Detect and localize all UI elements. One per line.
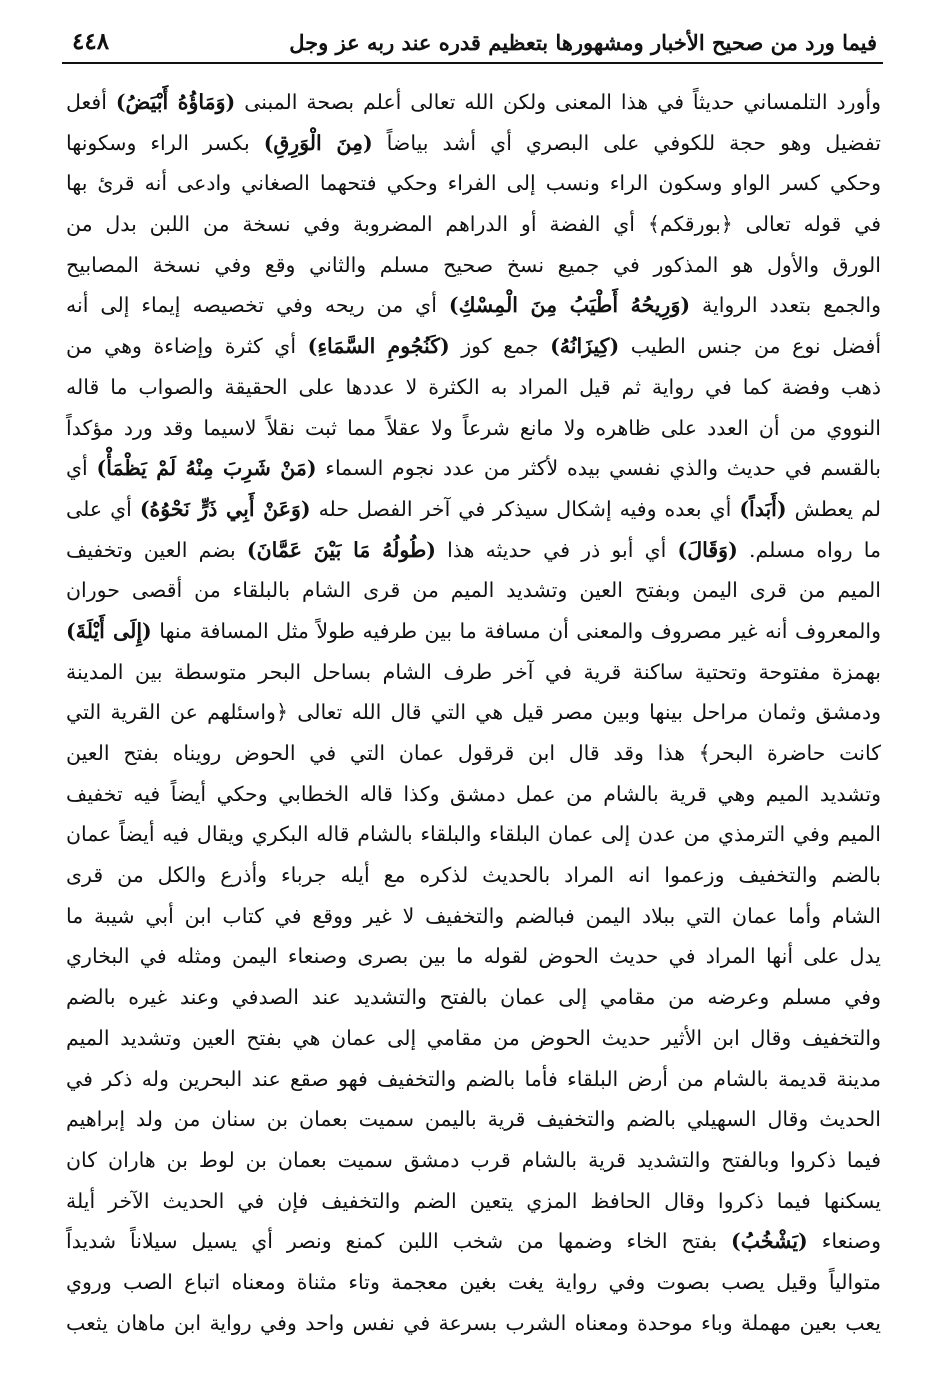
text-line: النووي من أن العدد على ظاهره ولا مانع شرعاً ولا عقلاً مما ثبت نقلاً لاسيما وقد ورد مؤكداً xyxy=(66,415,881,440)
quoted-phrase: (وَعَنْ أَبِي ذَرٍّ نَحْوُهُ) xyxy=(139,496,311,521)
text-line: في قوله تعالى ﴿بورقكم﴾ أي الفضة أو الدراهم المضروبة وفي نسخة من اللبن بدل من xyxy=(66,212,881,237)
text-line: والتخفيف وقال ابن الأثير حديث الحوض من مقامي إلى عمان هي بفتح العين وتشديد الميم xyxy=(66,1025,881,1050)
quoted-phrase: (كِيزَانُهُ) xyxy=(550,334,620,359)
text-line: يعب بعين مهملة وباء موحدة ومعناه الشرب بسرعة في نفس واحد وفي رواية ابن ماهان يثعب xyxy=(66,1310,881,1335)
quoted-phrase: (يَشْخُبُ) xyxy=(731,1229,808,1254)
text-line: فيما ذكروا وبالفتح والتشديد قرية بالشام قرب دمشق سميت بعمان بن لوط بن هاران كان xyxy=(66,1147,881,1172)
quoted-phrase: (كَنُجُومِ السَّمَاءِ) xyxy=(307,334,450,359)
text-line: بالقسم في حديث والذي نفسي بيده لأكثر من عدد نجوم السماء (مَنْ شَرِبَ مِنْهُ لَمْ يَظْمَأْ) أي xyxy=(66,456,881,481)
text-line: أفضل نوع من جنس الطيب (كِيزَانُهُ) جمع كوز (كَنُجُومِ السَّمَاءِ) أي كثرة وإضاءة وهي من xyxy=(66,334,882,359)
text-line: والمعروف أنه غير مصروف والمعنى أن مسافة ما بين طرفيه طولاً مثل المسافة منها (إِلَى أَيْلَةَ) xyxy=(66,618,882,643)
text-line: يدل على أنها المراد في حديث الحوض لقوله ما بين بصرى وصنعاء اليمن ومثله في البخاري xyxy=(66,944,881,969)
quoted-phrase: (مِنَ الْوَرِقِ) xyxy=(263,130,373,155)
quoted-phrase: (مَنْ شَرِبَ مِنْهُ لَمْ يَظْمَأْ) xyxy=(96,456,317,481)
text-line: مدينة قديمة بالشام من أرض البلقاء فأما بالضم والتخفيف فهو صقع عند البحرين وله ذكر في xyxy=(66,1066,881,1091)
page-body-text xyxy=(66,82,881,1343)
text-line: ما رواه مسلم. (وَقَالَ) أي أبو ذر في حديثه هذا (طُولُهُ مَا بَيْنَ عَمَّانَ) بضم العين وتخفيف xyxy=(66,537,882,562)
text-line: والجمع بتعدد الرواية (وَرِيحُهُ أَطْيَبُ مِنَ الْمِسْكِ) أي من ريحه وفي تخصيصه إيماء إلى أنه xyxy=(66,293,881,318)
text-line: متوالياً وقيل يصب بصوت وفي رواية يغت بغين معجمة وتاء مثناة ومعناه اتباع الصب وروي xyxy=(66,1269,881,1294)
text-line: وتشديد الميم وهي قرية بالشام من عمل دمشق وكذا قاله الخطابي وحكي أيضاً فيه تخفيف xyxy=(66,781,881,806)
quoted-phrase: (أَبَداً) xyxy=(739,496,787,521)
quoted-phrase: (وَرِيحُهُ أَطْيَبُ مِنَ الْمِسْكِ) xyxy=(448,293,691,318)
text-line: وحكي كسر الواو وسكون الراء ونسب إلى الفراء وحكي فتحهما الصغاني وادعى أنه قرئ بها xyxy=(66,171,881,196)
text-line: بالضم والتخفيف وزعموا انه المراد بالحديث لذكره مع أيله جرباء وأذرع والكل من قرى xyxy=(66,863,881,888)
text-line: كانت حاضرة البحر﴾ هذا وقد قال ابن قرقول عمان التي في الحوض رويناه بفتح العين xyxy=(66,741,881,765)
text-line: الورق والأول هو المذكور في جميع نسخ صحيح مسلم والثاني وقع وفي نسخة المصابيح xyxy=(66,252,881,277)
text-line: ودمشق وثمان مراحل بينها وبين مصر قيل هي التي قال الله تعالى ﴿واسئلهم عن القرية التي xyxy=(66,700,881,725)
quoted-phrase: (إِلَى أَيْلَةَ) xyxy=(66,618,152,643)
running-title: فيما ورد من صحيح الأخبار ومشهورها بتعظيم قدره عند ربه عز وجل xyxy=(289,30,877,55)
text-line: وفي مسلم وعرضه من مقامي إلى عمان بالفتح والتشديد عند الصدفي وعند غيره بالضم xyxy=(66,985,881,1010)
page-number: ٤٤٨ xyxy=(72,28,110,55)
text-line: الميم وفي الترمذي من عدن إلى عمان البلقاء والبلقاء بالشام قاله البكري ويقال فيه أيضاً عمان xyxy=(66,822,881,847)
running-header xyxy=(62,26,883,64)
quoted-phrase: (طُولُهُ مَا بَيْنَ عَمَّانَ) xyxy=(246,537,436,562)
quoted-phrase: (وَقَالَ) xyxy=(677,537,738,562)
text-line: الشام وأما عمان التي ببلاد اليمن فبالضم والتخفيف لا غير ووقع في كتاب ابن أبي شيبة ما xyxy=(66,903,881,928)
text-line: الحديث وقال السهيلي بالضم والتخفيف قرية باليمن سميت بعمان بن سنان من ولد إبراهيم xyxy=(66,1107,881,1132)
text-line: بهمزة مفتوحة وتحتية ساكنة قرية في آخر طرف الشام بساحل البحر متوسطة بين المدينة xyxy=(66,659,881,684)
text-line: الميم من قرى اليمن وبفتح العين وتشديد الميم من قرى الشام بالبلقاء من أقصى حوران xyxy=(66,578,881,603)
text-line: ذهب وفضة كما في رواية ثم قيل المراد به الكثرة لا عددها على الحقيقة والصواب ما قاله xyxy=(66,374,881,399)
text-line: وصنعاء (يَشْخُبُ) بفتح الخاء وضمها من شخب اللبن كمنع ونصر أي يسيل سيلاناً شديداً xyxy=(66,1229,881,1254)
text-line: وأورد التلمساني حديثاً في هذا المعنى ولكن الله تعالى أعلم بصحة المبنى (وَمَاؤُهُ أَبْيَضُ) أفعل xyxy=(66,90,881,114)
text-line: لم يعطش (أَبَداً) أي بعده وفيه إشكال سيذكر في آخر الفصل حله (وَعَنْ أَبِي ذَرٍّ نَحْوُهُ) أي على xyxy=(66,496,881,521)
text-line: يسكنها فيما ذكروا وقال الحافظ المزي يتعين الضم والتخفيف فإن في الحديث الآخر أيلة xyxy=(66,1188,881,1213)
text-line: تفضيل وهو حجة للكوفي على البصري أي أشد بياضاً (مِنَ الْوَرِقِ) بكسر الراء وسكونها xyxy=(66,130,881,155)
quoted-phrase: (وَمَاؤُهُ أَبْيَضُ) xyxy=(115,90,236,114)
